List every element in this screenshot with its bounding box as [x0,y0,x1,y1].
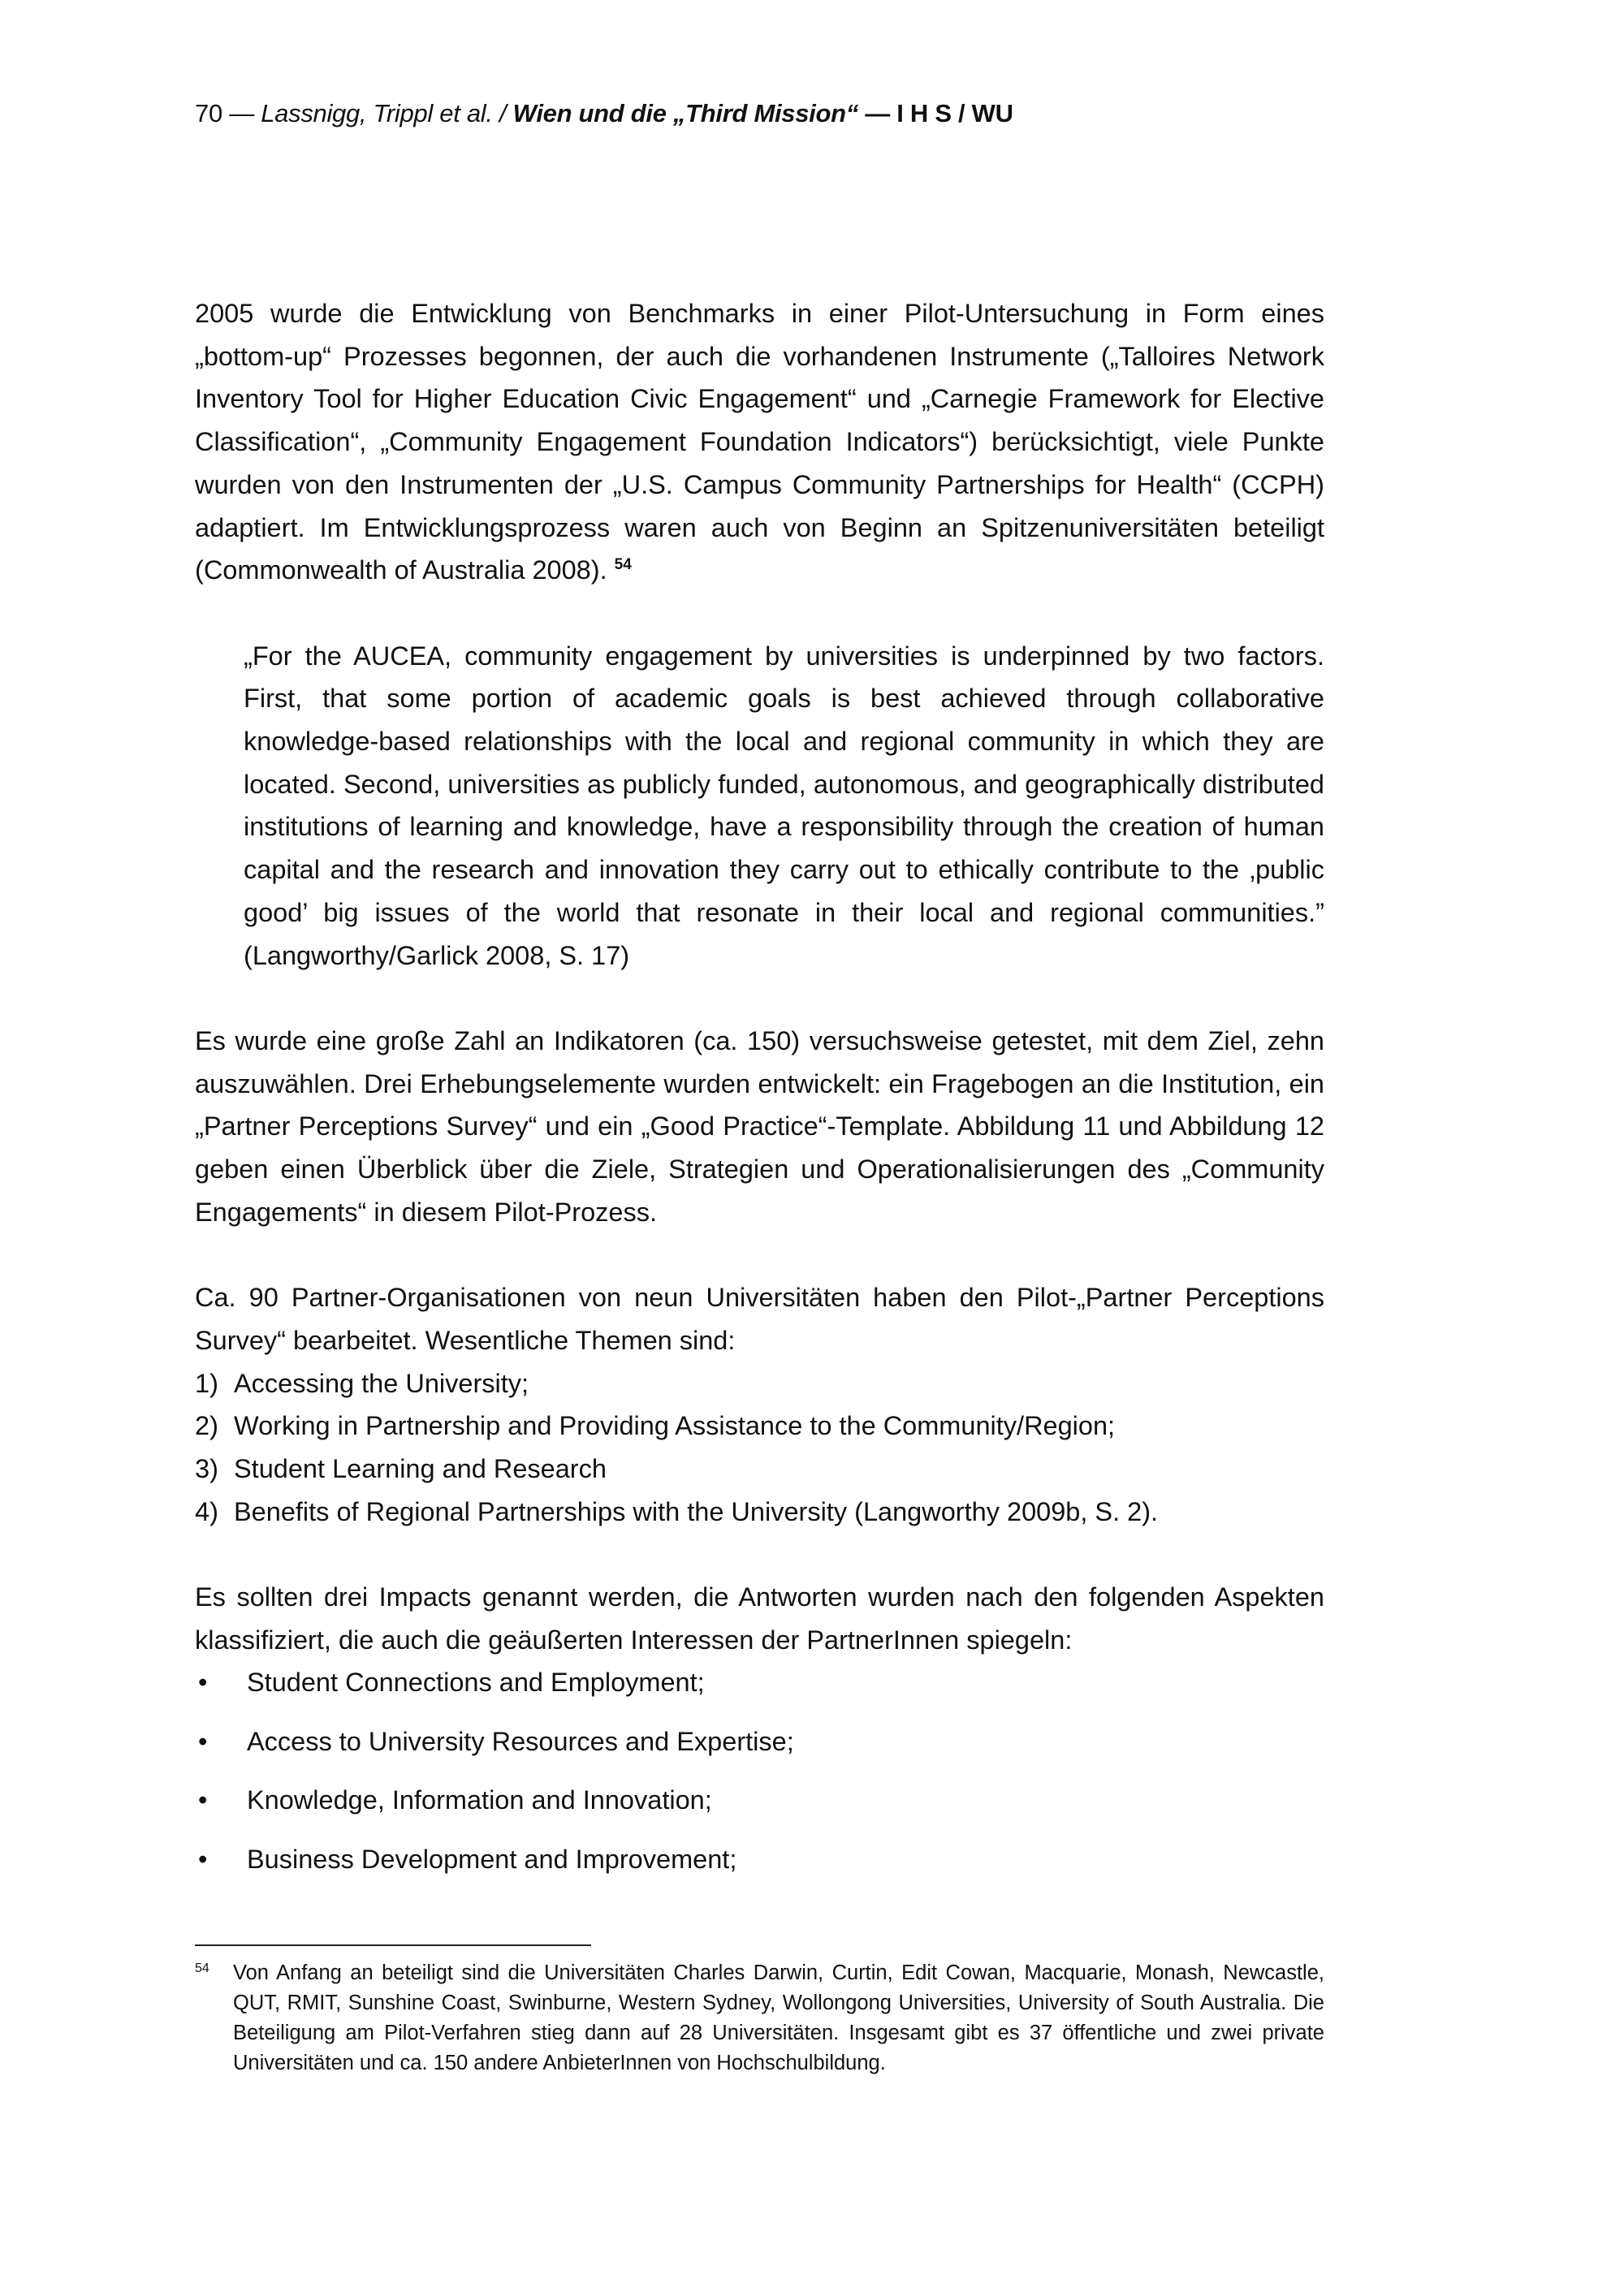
bullet-text: Student Connections and Employment; [247,1668,705,1698]
bullet-text: Business Development and Improvement; [247,1844,737,1874]
list-text: Working in Partnership and Providing Assistance to the Community/Region; [234,1411,1116,1441]
paragraph-impacts: Es sollten drei Impacts genannt werden, die Antworten wurden nach den folgenden Aspekten klassifiziert, die auch die geäußerten Interessen der PartnerInnen spiegeln: [195,1582,1324,1655]
block-quote: „For the AUCEA, community engagement by universities is underpinned by two factors. First, that some portion of academic goals is best achieved through collaborative knowledge-based relationships with the local and regional community in which they are located. Second, universities as publicly funded, autonomous, and geographically distributed institutions of learning and knowledge, have a responsibility through the creation of human capital and the research and innovation they carry out to ethically contribute to the ‚public good’ big issues of the world that resonate in their local and regional communities.” (Langworthy/Garlick 2008, S. 17) [244,641,1324,970]
footnote [195,1958,1324,2078]
aspects-list [195,1653,1324,1888]
footnote-number: 54 [195,1962,209,1975]
bullet-text: Knowledge, Information and Innovation; [247,1785,712,1815]
bullet-item [195,1771,1324,1830]
paragraph-text: 2005 wurde die Entwicklung von Benchmarks in einer Pilot-Untersuchung in Form eines „bottom-up“ Prozesses begonnen, der auch die vorhandenen Instrumente („Talloires Network Inventory Tool for Higher Education Civic Engagement“ und „Carnegie Framework for Elective Classification“, „Community Engagement Foundation Indicators“) berücksichtigt, viele Punkte wurden von den Instrumenten der „U.S. Campus Community Partnerships for Health“ (CCPH) adaptiert. Im Entwicklungsprozess waren auch von Beginn an Spitzenuniversitäten beteiligt (Commonwealth of Australia 2008). [195,299,1324,585]
list-item [195,1362,1324,1405]
footnote-text: Von Anfang an beteiligt sind die Universitäten Charles Darwin, Curtin, Edit Cowan, Macquarie, Monash, Newcastle, QUT, RMIT, Sunshine Coast, Swinburne, Western Sydney, Wollongong Universities, University of South Australia. Die Beteiligung am Pilot-Verfahren stieg dann auf 28 Universitäten. Insgesamt gibt es 37 öffentliche und zwei private Universitäten und ca. 150 andere AnbieterInnen von Hochschulbildung. [233,1962,1324,2074]
header-authors: Lassnigg, Trippl et al. / [261,99,507,127]
bullet-text: Access to University Resources and Expertise; [247,1726,794,1756]
themes-list [195,1362,1324,1534]
list-text: Student Learning and Research [234,1453,607,1483]
list-number: 3) [195,1453,218,1483]
bullet-icon: • [198,1844,208,1874]
bullet-item [195,1712,1324,1772]
list-item [195,1491,1324,1534]
list-text: Benefits of Regional Partnerships with the University (Langworthy 2009b, S. 2). [234,1496,1159,1526]
header-title: Wien und die „Third Mission“ [512,99,858,127]
list-number: 2) [195,1411,218,1441]
list-number: 1) [195,1368,218,1398]
bullet-icon: • [198,1726,208,1756]
header-institution: — I H S / WU [865,99,1013,127]
list-text: Accessing the University; [234,1368,529,1398]
bullet-item [195,1653,1324,1712]
page-number: 70 — [195,99,254,127]
running-header [195,99,1013,128]
bullet-item [195,1830,1324,1889]
list-number: 4) [195,1496,218,1526]
paragraph-benchmarks [195,292,1324,592]
bullet-icon: • [198,1785,208,1815]
list-item [195,1405,1324,1448]
paragraph-partners: Ca. 90 Partner-Organisationen von neun Universitäten haben den Pilot-„Partner Perceptions Survey“ bearbeitet. Wesentliche Themen sind: [195,1283,1324,1355]
list-item [195,1448,1324,1491]
bullet-icon: • [198,1668,208,1698]
paragraph-indicators: Es wurde eine große Zahl an Indikatoren (ca. 150) versuchsweise getestet, mit dem Ziel, zehn auszuwählen. Drei Erhebungselemente wurden entwickelt: ein Fragebogen an die Institution, ein „Partner Perceptions Survey“ und ein „Good Practice“-Template. Abbildung 11 und Abbildung 12 geben einen Überblick über die Ziele, Strategien und Operationalisierungen des „Community Engagements“ in diesem Pilot-Prozess. [195,1025,1324,1227]
footnote-reference[interactable]: 54 [614,556,632,574]
footnote-divider [195,1944,591,1946]
body-text [195,292,1324,1888]
